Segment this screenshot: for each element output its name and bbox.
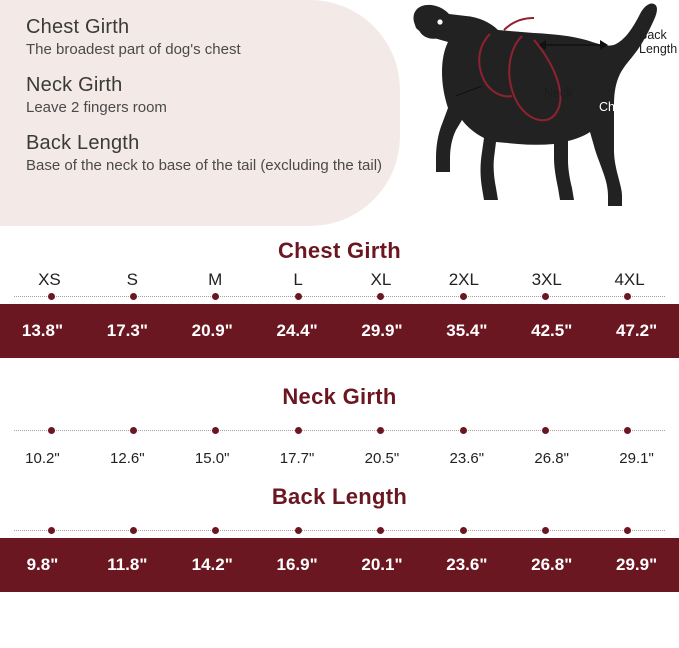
measurement-value: 16.9" [276, 555, 318, 574]
legend-desc-back: Base of the neck to base of the tail (excluding the tail) [26, 156, 383, 174]
legend-desc-neck: Leave 2 fingers room [26, 98, 167, 116]
size-label: M [208, 270, 223, 289]
size-label: S [126, 270, 138, 289]
measurement-value: 15.0" [194, 449, 230, 467]
measurement-value: 26.8" [534, 449, 569, 467]
section-title-back: Back Length [271, 484, 408, 509]
legend-title-neck: Neck Girth [26, 73, 123, 96]
section-chest-girth [0, 232, 679, 358]
header-panel [0, 0, 679, 232]
measurement-value: 24.4" [276, 321, 318, 340]
size-label: L [293, 270, 303, 289]
rule-line [14, 430, 665, 431]
measurement-value: 12.6" [110, 449, 145, 467]
measurement-value: 17.3" [106, 321, 148, 340]
measurement-value: 20.9" [191, 321, 233, 340]
size-label-row-chest [0, 268, 679, 290]
measurement-value: 10.2" [25, 449, 60, 467]
measurement-value: 29.9" [615, 555, 658, 574]
dog-diagram [394, 0, 679, 232]
value-row-neck [0, 438, 679, 478]
measurement-value: 11.8" [107, 555, 148, 574]
spacer [0, 358, 679, 378]
measurement-value: 26.8" [531, 555, 573, 574]
legend [26, 16, 386, 175]
measurement-value: 13.8" [21, 321, 64, 340]
measurement-value: 23.6" [449, 449, 485, 467]
section-back-length [0, 478, 679, 592]
rule-line [14, 530, 665, 531]
spacer [0, 514, 679, 524]
rule-line [14, 296, 665, 297]
measurement-value: 42.5" [531, 321, 573, 340]
measurement-value: 47.2" [615, 321, 658, 340]
measurement-value: 35.4" [446, 321, 488, 340]
value-row-back [0, 538, 679, 592]
size-label: XS [38, 270, 61, 289]
dotted-rule-neck [10, 424, 669, 438]
legend-title-back: Back Length [26, 131, 140, 154]
diagram-label-neck: Neck [544, 86, 573, 100]
legend-title-chest: Chest Girth [26, 16, 130, 38]
dotted-rule-chest [10, 290, 669, 304]
legend-desc-chest: The broadest part of dog's chest [26, 41, 241, 58]
measurement-value: 9.8" [26, 555, 59, 574]
section-title-chest: Chest Girth [277, 238, 402, 263]
size-label: 2XL [448, 270, 479, 289]
measurement-value: 17.7" [279, 449, 315, 467]
measurement-value: 23.6" [446, 555, 488, 574]
dotted-rule-back [10, 524, 669, 538]
measurement-value: 29.1" [619, 449, 654, 467]
diagram-label-back-length: Back Length [639, 28, 678, 56]
measurement-value: 20.1" [361, 555, 403, 574]
section-neck-girth [0, 378, 679, 478]
section-title-neck: Neck Girth [282, 384, 397, 409]
dog-illustration [394, 0, 679, 232]
size-label: 3XL [531, 270, 562, 289]
measurement-value: 14.2" [191, 555, 233, 574]
size-label: XL [370, 270, 392, 289]
value-row-chest [0, 304, 679, 358]
spacer [0, 414, 679, 424]
measurement-value: 20.5" [364, 449, 400, 467]
measurement-value: 29.9" [361, 321, 403, 340]
size-label: 4XL [614, 270, 645, 289]
diagram-label-chest: Chest [599, 100, 632, 114]
